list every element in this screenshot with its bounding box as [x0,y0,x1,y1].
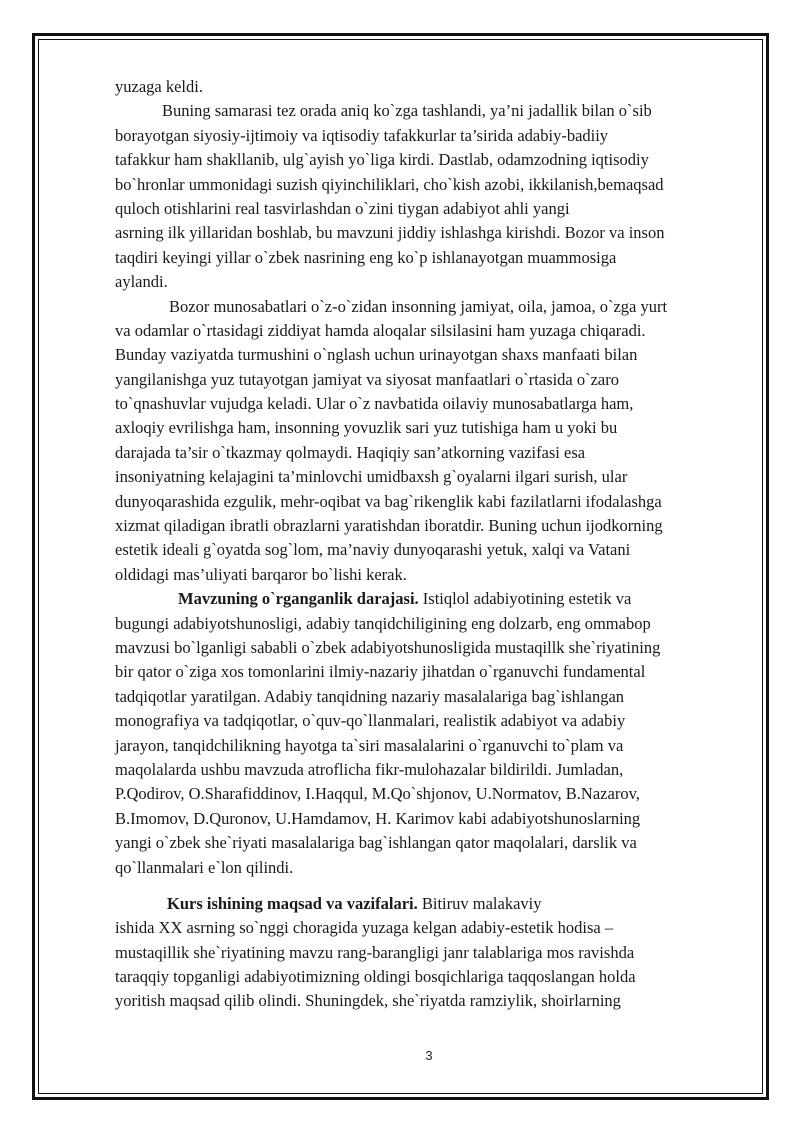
text-line: P.Qodirov, O.Sharafiddinov, I.Haqqul, M.Qo`shjonov, U.Normatov, B.Nazarov, [115,784,640,804]
paragraph-5 [115,892,743,1014]
text-line: quloch otishlarini real tasvirlashdan o`zini tiygan adabiyot ahli yangi [115,198,570,218]
text-line: bo`hronlar ummonidagi suzish qiyinchiliklari, cho`kish azobi, ikkilanish,bemaqsad [115,174,664,194]
text-line: aylandi. [115,272,168,292]
text-line: mavzusi bo`lganligi sababli o`zbek adabiyotshunosligida mustaqillk she`riyatining [115,637,661,657]
text-line: bugungi adabiyotshunosligi, adabiy tanqidchiligining eng dolzarb, eng ommabop [115,613,651,633]
paragraph-spacer [115,880,743,892]
text-line: va odamlar o`rtasidagi ziddiyat hamda aloqalar silsilasini ham yuzaga chiqaradi. [115,320,646,340]
text-line: to`qnashuvlar vujudga keladi. Ular o`z navbatida oilaviy munosabatlarga ham, [115,394,634,414]
text-line: monografiya va tadqiqotlar, o`quv-qo`llanmalari, realistik adabiyot va adabiy [115,711,626,731]
text-line: borayotgan siyosiy-ijtimoiy va iqtisodiy tafakkurlar ta’sirida adabiy-badiiy [115,125,609,145]
text-line: tafakkur ham shakllanib, ulg`ayish yo`liga kirdi. Dastlab, odamzodning iqtisodiy [115,150,649,170]
text-line: tadqiqotlar yaratilgan. Adabiy tanqidning nazariy masalalariga bag`ishlangan [115,686,625,706]
text-run: Istiqlol adabiyotining estetik va [418,589,632,609]
text-line: qo`llanmalari e`lon qilindi. [115,857,294,877]
paragraph-2 [115,99,743,294]
text-line: maqolalarda ushbu mavzuda atroflicha fikr-mulohazalar bildirildi. Jumladan, [115,759,624,779]
text-line: mustaqillik she`riyatining mavzu rang-barangligi janr talablariga mos ravishda [115,942,635,962]
text-line: xizmat qiladigan ibratli obrazlarni yaratishdan iboratdir. Buning uchun ijodkorning [115,516,663,536]
text-run: Bitiruv malakaviy [417,893,542,913]
text-line: ishida XX asrning so`nggi choragida yuzaga kelgan adabiy-estetik hodisa – [115,918,614,938]
text-line: insoniyatning kelajagini ta’minlovchi umidbaxsh g`oyalarni ilgari surish, ular [115,467,628,487]
text-line: Bozor munosabatlari o`z-o`zidan insonning jamiyat, oila, jamoa, o`zga yurt [169,296,668,316]
text-line [115,587,743,611]
page-number: 3 [425,1048,433,1063]
document-body [115,75,743,1014]
text-line: estetik ideali g`oyatda sog`lom, ma’naviy dunyoqarashi yetuk, xalqi va Vatani [115,540,631,560]
text-line: yoritish maqsad qilib olindi. Shuningdek, she`riyatda ramziylik, shoirlarning [115,991,621,1011]
text-line: asrning ilk yillaridan boshlab, bu mavzuni jiddiy ishlashga kirishdi. Bozor va inson [115,223,665,243]
text-line: B.Imomov, D.Quronov, U.Hamdamov, H. Karimov kabi adabiyotshunoslarning [115,808,641,828]
text-line: yangilanishga yuz tutayotgan jamiyat va siyosat manfaatlari o`rtasida o`zaro [115,369,619,389]
text-line: oldidagi mas’uliyati barqaror bo`lishi kerak. [115,564,407,584]
text-line: Buning samarasi tez orada aniq ko`zga tashlandi, ya’ni jadallik bilan o`sib [162,101,652,121]
text-line: yangi o`zbek she`riyati masalalariga bag`ishlangan qator maqolalari, darslik va [115,833,637,853]
paragraph-1 [115,75,743,99]
text-line: jarayon, tanqidchilikning hayotga ta`siri masalalarini o`rganuvchi to`plam va [115,735,624,755]
text-line: bir qator o`ziga xos tomonlarini ilmiy-nazariy jihatdan o`rganuvchi fundamental [115,662,646,682]
text-line: taqdiri keyingi yillar o`zbek nasrining eng ko`p ishlanayotgan muammosiga [115,247,617,267]
section-heading: Kurs ishining maqsad va vazifalari. [167,893,418,913]
text-line: darajada ta’sir o`tkazmay qolmaydi. Haqiqiy san’atkorning vazifasi esa [115,442,586,462]
paragraph-4 [115,587,743,880]
text-line: yuzaga keldi. [115,77,203,96]
text-line: dunyoqarashida ezgulik, mehr-oqibat va bag`rikenglik kabi fazilatlarni ifodalashga [115,491,662,511]
text-line: axloqiy evrilishga ham, insonning yovuzlik sari yuz tutishiga ham u yoki bu [115,418,618,438]
text-line: Bunday vaziyatda turmushini o`nglash uchun urinayotgan shaxs manfaati bilan [115,345,638,365]
section-heading: Mavzuning o`rganganlik darajasi. [178,589,419,609]
text-line: taraqqiy topganligi adabiyotimizning oldingi bosqichlariga taqqoslangan holda [115,967,636,987]
paragraph-3 [115,295,743,588]
text-line [115,892,743,916]
